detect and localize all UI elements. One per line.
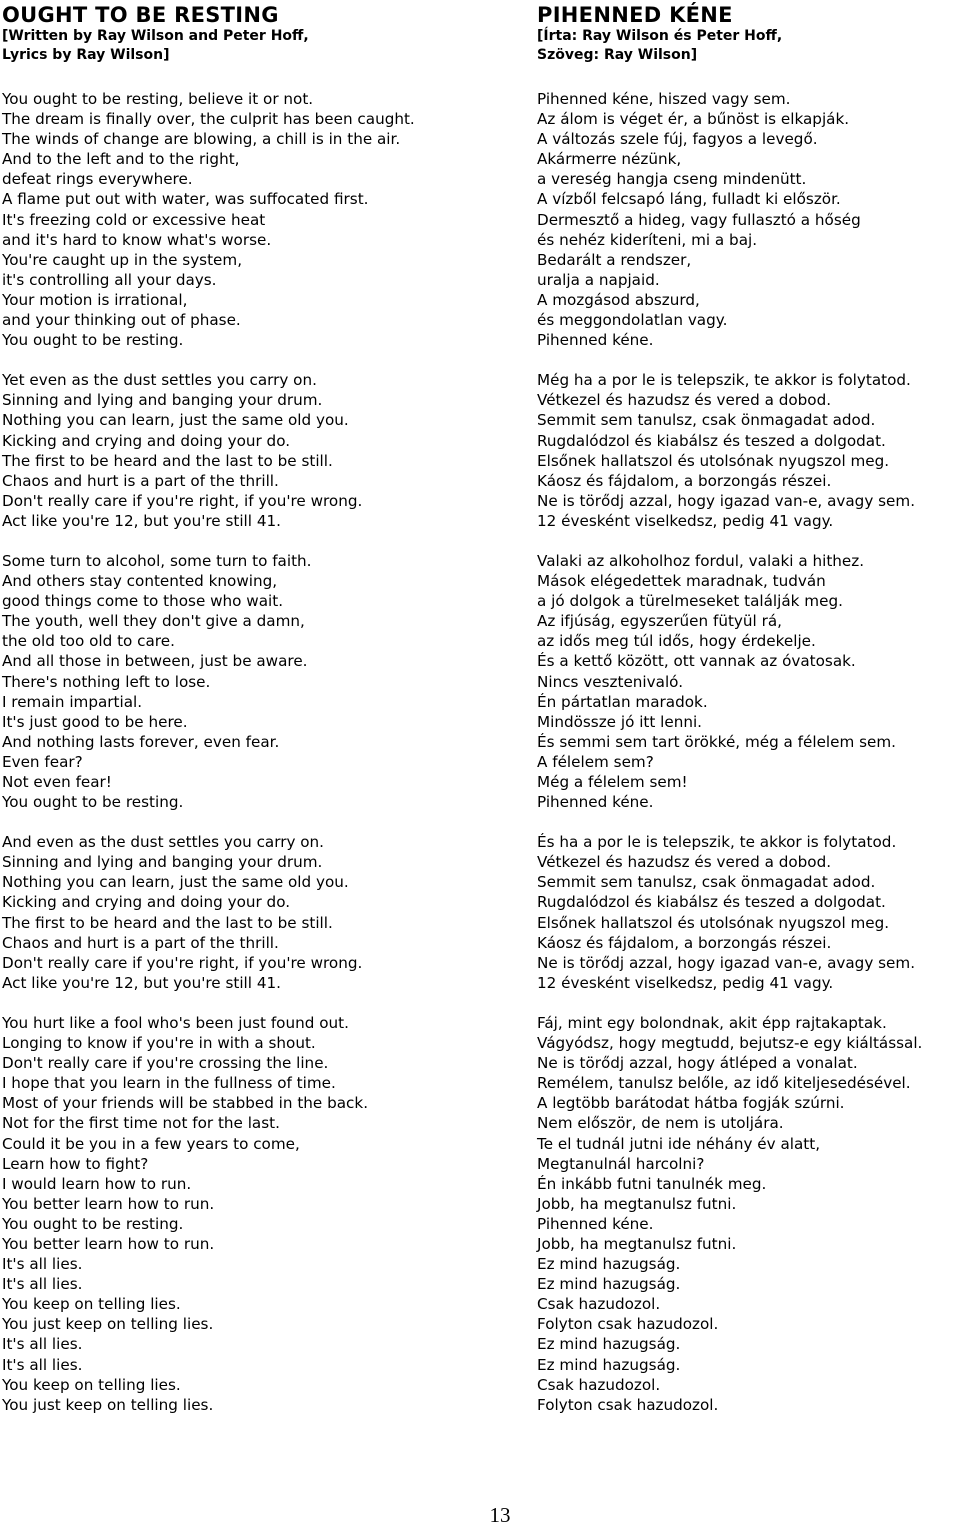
lyric-line: Még ha a por le is telepszik, te akkor is folytatod. bbox=[537, 371, 911, 390]
lyric-line: The winds of change are blowing, a chill is in the air. bbox=[2, 130, 401, 149]
lyric-line: Csak hazudozol. bbox=[537, 1295, 661, 1314]
lyric-line: 12 évesként viselkedsz, pedig 41 vagy. bbox=[537, 973, 834, 992]
lyric-line: uralja a napjaid. bbox=[537, 270, 660, 289]
lyric-line: Don't really care if you're right, if you're wrong. bbox=[2, 491, 363, 510]
lyric-line: Learn how to fight? bbox=[2, 1154, 149, 1173]
lyric-line: A mozgásod abszurd, bbox=[537, 290, 700, 309]
lyric-line: Ne is törődj azzal, hogy igazad van-e, avagy sem. bbox=[537, 953, 916, 972]
lyric-line: You hurt like a fool who's been just found out. bbox=[2, 1013, 349, 1032]
lyric-line: és meggondolatlan vagy. bbox=[537, 311, 728, 330]
lyric-line: Ez mind hazugság. bbox=[537, 1255, 681, 1274]
lyric-line: You just keep on telling lies. bbox=[2, 1315, 214, 1334]
lyric-line: Folyton csak hazudozol. bbox=[537, 1395, 719, 1414]
lyric-line: Megtanulnál harcolni? bbox=[537, 1154, 705, 1173]
lyric-line: Vágyódsz, hogy megtudd, bejutsz-e egy kiáltással. bbox=[537, 1034, 923, 1053]
lyric-line: és nehéz kideríteni, mi a baj. bbox=[537, 230, 758, 249]
lyric-line: Jobb, ha megtanulsz futni. bbox=[537, 1194, 737, 1213]
credit-line-2-english: Lyrics by Ray Wilson] bbox=[2, 47, 170, 63]
lyric-line: Dermesztő a hideg, vagy fullasztó a hőség bbox=[537, 210, 861, 229]
lyric-line: Nothing you can learn, just the same old you. bbox=[2, 411, 349, 430]
lyric-line: Vétkezel és hazudsz és vered a dobod. bbox=[537, 853, 832, 872]
lyric-line: Folyton csak hazudozol. bbox=[537, 1315, 719, 1334]
lyric-line: It's freezing cold or excessive heat bbox=[2, 210, 266, 229]
lyric-line: You ought to be resting, believe it or not. bbox=[2, 90, 314, 108]
lyric-line: Kicking and crying and doing your do. bbox=[2, 431, 291, 450]
stanza bbox=[537, 551, 960, 812]
lyric-line: az idős meg túl idős, hogy érdekelje. bbox=[537, 632, 816, 651]
lyric-line: It's all lies. bbox=[2, 1335, 83, 1354]
lyric-line: Nincs vesztenivaló. bbox=[537, 672, 684, 691]
lyric-line: You just keep on telling lies. bbox=[2, 1395, 214, 1414]
credit-line-1-hungarian: [Írta: Ray Wilson és Peter Hoff, bbox=[537, 28, 783, 44]
lyric-line: good things come to those who wait. bbox=[2, 592, 284, 611]
lyric-line: Longing to know if you're in with a shout. bbox=[2, 1034, 316, 1053]
lyric-line: You're caught up in the system, bbox=[2, 250, 243, 269]
lyric-line: I would learn how to run. bbox=[2, 1174, 192, 1193]
stanza bbox=[537, 1013, 960, 1415]
lyric-line: Chaos and hurt is a part of the thrill. bbox=[2, 471, 279, 490]
lyric-line: Act like you're 12, but you're still 41. bbox=[2, 511, 281, 530]
lyric-line: You ought to be resting. bbox=[2, 1214, 184, 1233]
lyric-line: The first to be heard and the last to be still. bbox=[2, 913, 333, 932]
english-column bbox=[2, 3, 527, 1435]
lyric-line: Bedarált a rendszer, bbox=[537, 250, 692, 269]
lyric-line: Akármerre nézünk, bbox=[537, 150, 682, 169]
stanza bbox=[537, 832, 960, 993]
lyric-line: Te el tudnál jutni ide néhány év alatt, bbox=[537, 1134, 821, 1153]
lyric-line: You better learn how to run. bbox=[2, 1194, 215, 1213]
stanza bbox=[537, 89, 960, 350]
stanza bbox=[2, 370, 527, 531]
lyric-line: Az álom is véget ér, a bűnöst is elkapják. bbox=[537, 110, 850, 129]
lyric-line: Sinning and lying and banging your drum. bbox=[2, 391, 323, 410]
lyric-line: You better learn how to run. bbox=[2, 1234, 215, 1253]
lyric-line: You keep on telling lies. bbox=[2, 1375, 181, 1394]
lyric-line: És ha a por le is telepszik, te akkor is folytatod. bbox=[537, 833, 897, 852]
lyric-line: Rugdalódzol és kiabálsz és teszed a dolgodat. bbox=[537, 893, 886, 912]
lyric-line: Pihenned kéne. bbox=[537, 1214, 654, 1233]
lyric-line: Most of your friends will be stabbed in the back. bbox=[2, 1094, 369, 1113]
lyric-line: Could it be you in a few years to come, bbox=[2, 1134, 300, 1153]
lyric-line: a jó dolgok a türelmeseket találják meg. bbox=[537, 592, 843, 611]
lyric-line: Én pártatlan maradok. bbox=[537, 692, 708, 711]
lyric-line: A legtöbb barátodat hátba fogják szúrni. bbox=[537, 1094, 845, 1113]
lyric-line: És a kettő között, ott vannak az óvatosak. bbox=[537, 652, 856, 671]
lyric-line: Not even fear! bbox=[2, 773, 112, 791]
lyric-line: A félelem sem? bbox=[537, 752, 654, 771]
lyric-line: Pihenned kéne. bbox=[537, 793, 654, 812]
lyric-line: and your thinking out of phase. bbox=[2, 311, 241, 330]
lyric-line: Semmit sem tanulsz, csak önmagadat adod. bbox=[537, 873, 876, 892]
lyric-line: Vétkezel és hazudsz és vered a dobod. bbox=[537, 391, 832, 410]
lyric-line: Pihenned kéne. bbox=[537, 331, 654, 350]
lyric-line: Ez mind hazugság. bbox=[537, 1335, 681, 1354]
lyric-line: Káosz és fájdalom, a borzongás részei. bbox=[537, 471, 832, 490]
lyric-line: It's just good to be here. bbox=[2, 712, 188, 731]
lyric-line: It's all lies. bbox=[2, 1275, 83, 1294]
lyric-line: Elsőnek hallatszol és utolsónak nyugszol meg. bbox=[537, 451, 890, 470]
lyric-line: Rugdalódzol és kiabálsz és teszed a dolgodat. bbox=[537, 431, 886, 450]
lyric-line: Remélem, tanulsz belőle, az idő kiteljesedésével. bbox=[537, 1074, 911, 1093]
lyric-line: There's nothing left to lose. bbox=[2, 672, 211, 691]
lyric-line: Nem először, de nem is utoljára. bbox=[537, 1114, 784, 1133]
lyric-line: I hope that you learn in the fullness of time. bbox=[2, 1074, 336, 1093]
lyric-line: Kicking and crying and doing your do. bbox=[2, 893, 291, 912]
stanza bbox=[2, 551, 527, 812]
lyric-line: És semmi sem tart örökké, még a félelem sem. bbox=[537, 732, 896, 751]
lyric-line: defeat rings everywhere. bbox=[2, 170, 193, 189]
lyric-line: Ne is törődj azzal, hogy átléped a vonalat. bbox=[537, 1054, 858, 1073]
lyric-line: You ought to be resting. bbox=[2, 331, 184, 350]
lyric-line: Ne is törődj azzal, hogy igazad van-e, avagy sem. bbox=[537, 491, 916, 510]
lyric-line: A flame put out with water, was suffocated first. bbox=[2, 190, 369, 209]
song-title-hungarian: PIHENNED KÉNE bbox=[537, 3, 733, 27]
lyric-line: It's all lies. bbox=[2, 1355, 83, 1374]
lyrics-english bbox=[2, 89, 527, 1415]
credit-line-1-english: [Written by Ray Wilson and Peter Hoff, bbox=[2, 28, 309, 44]
lyric-line: And to the left and to the right, bbox=[2, 150, 240, 169]
lyric-line: A vízből felcsapó láng, fulladt ki először. bbox=[537, 190, 841, 209]
stanza bbox=[2, 1013, 527, 1415]
stanza bbox=[2, 832, 527, 993]
lyric-line: The youth, well they don't give a damn, bbox=[2, 612, 305, 631]
lyric-line: You keep on telling lies. bbox=[2, 1295, 181, 1314]
lyric-line: Fáj, mint egy bolondnak, akit épp rajtakaptak. bbox=[537, 1013, 887, 1032]
lyric-line: Én inkább futni tanulnék meg. bbox=[537, 1174, 767, 1193]
lyric-line: Jobb, ha megtanulsz futni. bbox=[537, 1234, 737, 1253]
lyric-line: Act like you're 12, but you're still 41. bbox=[2, 973, 281, 992]
lyric-line: Don't really care if you're right, if you're wrong. bbox=[2, 953, 363, 972]
lyric-line: Some turn to alcohol, some turn to faith. bbox=[2, 551, 312, 570]
lyric-line: Ez mind hazugság. bbox=[537, 1275, 681, 1294]
lyric-line: Even fear? bbox=[2, 752, 83, 771]
stanza bbox=[537, 370, 960, 531]
lyric-line: Chaos and hurt is a part of the thrill. bbox=[2, 933, 279, 952]
lyric-line: And even as the dust settles you carry on. bbox=[2, 833, 325, 852]
lyric-line: Az ifjúság, egyszerűen fütyül rá, bbox=[537, 612, 782, 631]
lyric-line: Mindössze jó itt lenni. bbox=[537, 712, 703, 731]
lyric-line: Your motion is irrational, bbox=[2, 290, 188, 309]
lyric-line: Sinning and lying and banging your drum. bbox=[2, 853, 323, 872]
page-number: 13 bbox=[489, 1503, 511, 1527]
lyric-line: Don't really care if you're crossing the line. bbox=[2, 1054, 329, 1073]
credit-line-2-hungarian: Szöveg: Ray Wilson] bbox=[537, 47, 698, 63]
lyric-line: And nothing lasts forever, even fear. bbox=[2, 732, 280, 751]
lyric-line: Káosz és fájdalom, a borzongás részei. bbox=[537, 933, 832, 952]
lyric-line: A változás szele fúj, fagyos a levegő. bbox=[537, 130, 818, 149]
lyric-line: And others stay contented knowing, bbox=[2, 572, 278, 591]
lyric-line: it's controlling all your days. bbox=[2, 270, 217, 289]
lyrics-hungarian bbox=[537, 89, 960, 1415]
lyric-line: and it's hard to know what's worse. bbox=[2, 230, 272, 249]
hungarian-column bbox=[537, 3, 960, 1435]
song-title-english: OUGHT TO BE RESTING bbox=[2, 3, 279, 27]
lyric-line: You ought to be resting. bbox=[2, 793, 184, 812]
lyric-line: Pihenned kéne, hiszed vagy sem. bbox=[537, 90, 791, 108]
stanza bbox=[2, 89, 527, 350]
lyric-line: It's all lies. bbox=[2, 1255, 83, 1274]
lyric-line: Ez mind hazugság. bbox=[537, 1355, 681, 1374]
lyric-line: Not for the first time not for the last. bbox=[2, 1114, 280, 1133]
lyric-line: a vereség hangja cseng mindenütt. bbox=[537, 170, 807, 189]
lyric-line: Csak hazudozol. bbox=[537, 1375, 661, 1394]
lyric-line: Semmit sem tanulsz, csak önmagadat adod. bbox=[537, 411, 876, 430]
lyric-line: Még a félelem sem! bbox=[537, 773, 688, 791]
lyric-line: 12 évesként viselkedsz, pedig 41 vagy. bbox=[537, 511, 834, 530]
lyric-line: The first to be heard and the last to be still. bbox=[2, 451, 333, 470]
lyric-line: the old too old to care. bbox=[2, 632, 175, 651]
lyric-line: Mások elégedettek maradnak, tudván bbox=[537, 572, 826, 591]
lyric-line: I remain impartial. bbox=[2, 692, 143, 711]
lyric-line: Elsőnek hallatszol és utolsónak nyugszol meg. bbox=[537, 913, 890, 932]
lyric-line: And all those in between, just be aware. bbox=[2, 652, 308, 671]
lyric-line: Nothing you can learn, just the same old you. bbox=[2, 873, 349, 892]
lyric-line: Valaki az alkoholhoz fordul, valaki a hithez. bbox=[537, 551, 865, 570]
lyric-line: The dream is finally over, the culprit has been caught. bbox=[2, 110, 415, 129]
lyric-line: Yet even as the dust settles you carry on. bbox=[2, 371, 317, 390]
